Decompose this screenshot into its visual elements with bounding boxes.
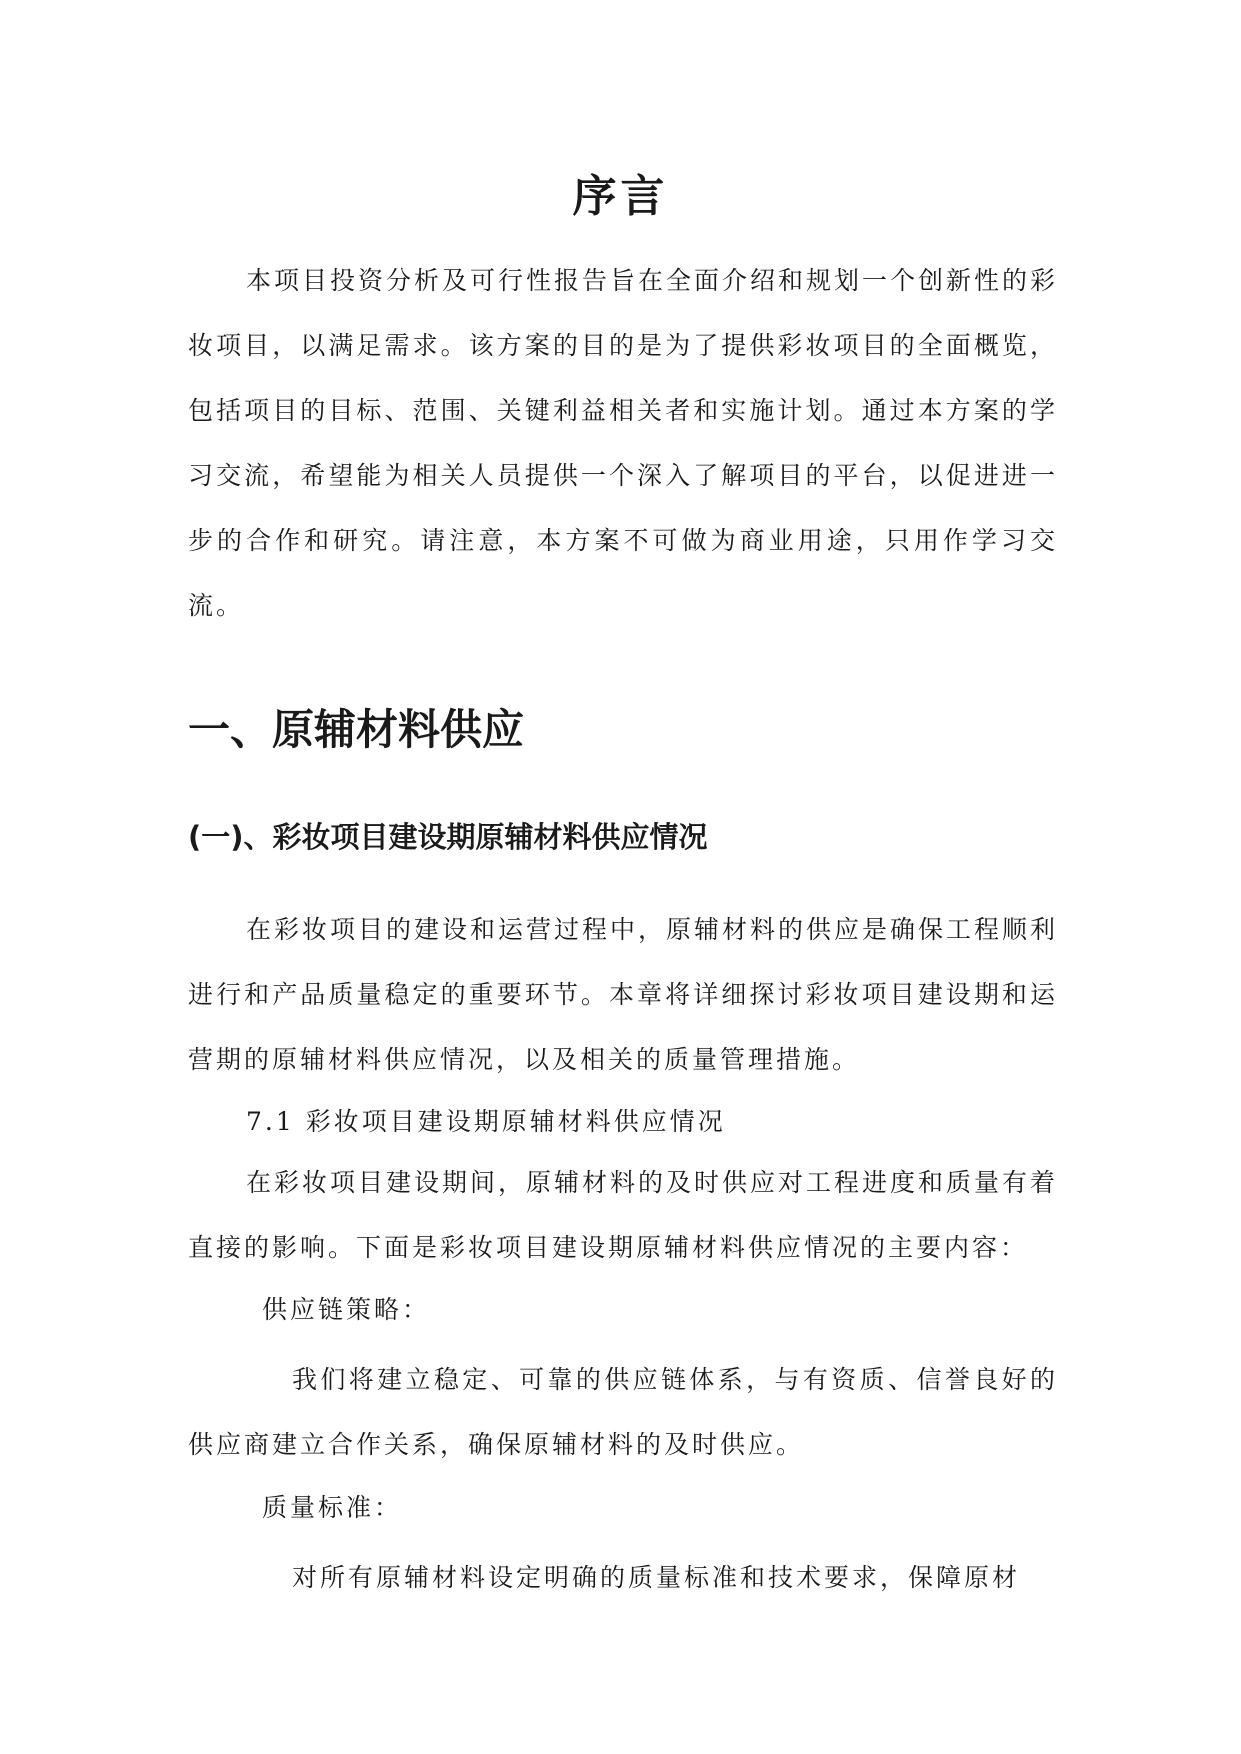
- subsection-heading: (一)、彩妆项目建设期原辅材料供应情况: [188, 820, 708, 854]
- item-text-supply-chain: 我们将建立稳定、可靠的供应链体系，与有资质、信誉良好的供应商建立合作关系，确保原辅材料的及时供应。: [188, 1365, 1058, 1459]
- intro-paragraph: 在彩妆项目的建设和运营过程中，原辅材料的供应是确保工程顺利进行和产品质量稳定的重要环节。本章将详细探讨彩妆项目建设期和运营期的原辅材料供应情况，以及相关的质量管理措施。: [188, 915, 1059, 1074]
- numbered-heading: 7.1 彩妆项目建设期原辅材料供应情况: [246, 1107, 726, 1136]
- body-paragraph: 在彩妆项目建设期间，原辅材料的及时供应对工程进度和质量有着直接的影响。下面是彩妆项目建设期原辅材料供应情况的主要内容：: [188, 1168, 1059, 1262]
- section-heading: 一、原辅材料供应: [188, 705, 525, 754]
- item-text-quality: 对所有原辅材料设定明确的质量标准和技术要求，保障原材: [292, 1563, 1021, 1592]
- preface-paragraph: 本项目投资分析及可行性报告旨在全面介绍和规划一个创新性的彩妆项目，以满足需求。该方案的目的是为了提供彩妆项目的全面概览，包括项目的目标、范围、关键利益相关者和实施计划。通过本方案的学习交流，希望能为相关人员提供一个深入了解项目的平台，以促进进一步的合作和研究。请注意，本方案不可做为商业用途，只用作学习交流。: [188, 266, 1059, 620]
- item-label-quality: 质量标准：: [262, 1493, 403, 1522]
- page-title: 序言: [572, 171, 669, 222]
- item-label-supply-chain: 供应链策略：: [262, 1295, 431, 1324]
